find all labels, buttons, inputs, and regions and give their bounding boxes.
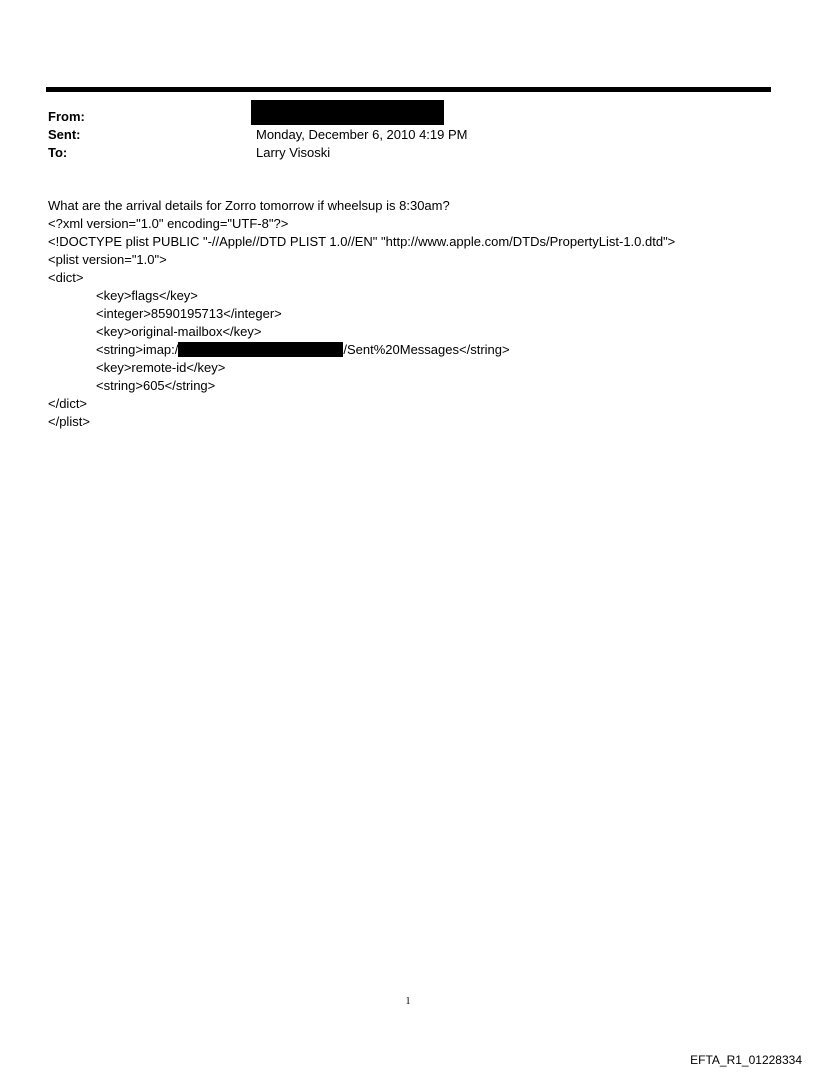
- imap-prefix: <string>imap:/: [96, 342, 179, 357]
- body-line: <plist version="1.0">: [48, 252, 167, 267]
- to-label: To:: [48, 145, 68, 160]
- email-body: [48, 197, 778, 431]
- body-line: <integer>8590195713</integer>: [96, 306, 282, 321]
- body-line-imap: [48, 341, 778, 359]
- body-line: What are the arrival details for Zorro tomorrow if wheelsup is 8:30am?: [48, 198, 450, 213]
- body-line: <?xml version="1.0" encoding="UTF-8"?>: [48, 216, 289, 231]
- sent-value: Monday, December 6, 2010 4:19 PM: [256, 127, 468, 142]
- body-line: <!DOCTYPE plist PUBLIC "-//Apple//DTD PLIST 1.0//EN" "http://www.apple.com/DTDs/PropertyList-1.0.dtd">: [48, 234, 676, 249]
- to-value: Larry Visoski: [256, 145, 331, 160]
- top-rule: [46, 87, 771, 92]
- body-line: <key>flags</key>: [96, 288, 198, 303]
- sent-label: Sent:: [48, 127, 81, 142]
- body-line: <key>original-mailbox</key>: [96, 324, 262, 339]
- body-line: </dict>: [48, 396, 88, 411]
- imap-suffix: /Sent%20Messages</string>: [343, 342, 510, 357]
- body-line: </plist>: [48, 414, 90, 429]
- body-line: <key>remote-id</key>: [96, 360, 226, 375]
- from-redaction: [251, 100, 444, 125]
- bates-number: EFTA_R1_01228334: [690, 1053, 802, 1067]
- page-number: 1: [405, 996, 411, 1007]
- body-line: <string>605</string>: [96, 378, 216, 393]
- from-label: From:: [48, 109, 85, 124]
- body-line: <dict>: [48, 270, 84, 285]
- imap-redaction: [178, 342, 343, 357]
